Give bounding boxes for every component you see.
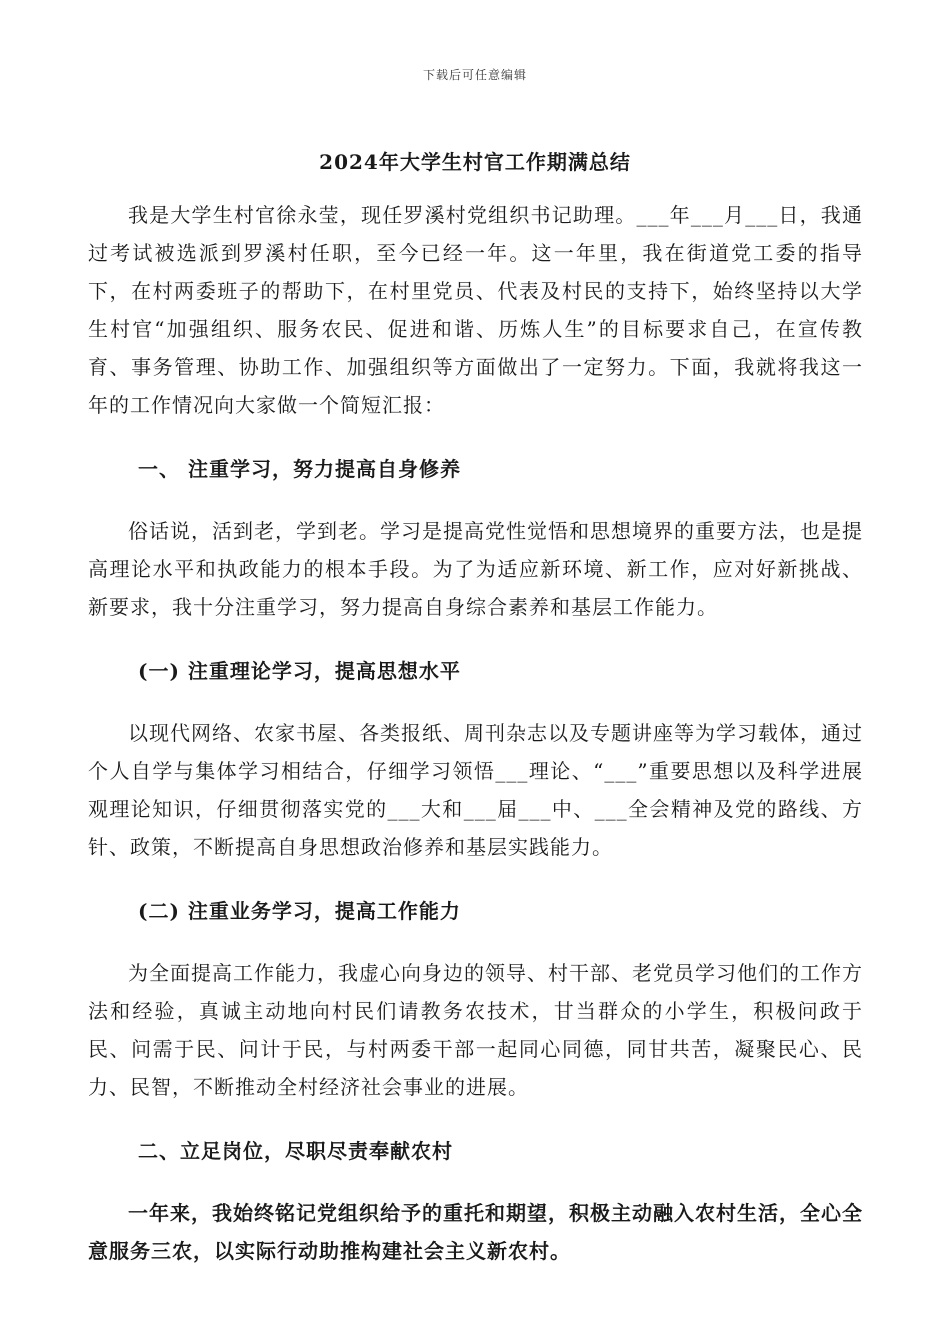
document-body: [88, 196, 863, 1270]
subsection-2-heading: (二) 注重业务学习，提高工作能力: [138, 899, 461, 923]
section-1-heading: 一、 注重学习，努力提高自身修养: [138, 457, 461, 481]
document-title: 2024年大学生村官工作期满总结: [319, 150, 631, 174]
section-2-heading: 二、立足岗位，尽职尽责奉献农村: [138, 1139, 453, 1163]
section-2-paragraph: 一年来，我始终铭记党组织给予的重托和期望，积极主动融入农村生活，全心全意服务三农，以实际行动助推构建社会主义新农村。: [88, 1201, 863, 1263]
subsection-2-paragraph: 为全面提高工作能力，我虚心向身边的领导、村干部、老党员学习他们的工作方法和经验，真诚主动地向村民们请教务农技术，甘当群众的小学生，积极问政于民、问需于民、问计于民，与村两委干部一起同心同德，同甘共苦，凝聚民心、民力、民智，不断推动全村经济社会事业的进展。: [88, 961, 863, 1099]
subsection-1-paragraph: 以现代网络、农家书屋、各类报纸、周刊杂志以及专题讲座等为学习载体，通过个人自学与集体学习相结合，仔细学习领悟___理论、“___”重要思想以及科学进展观理论知识，仔细贯彻落实党的___大和___届___中、___全会精神及党的路线、方针、政策，不断提高自身思想政治修养和基层实践能力。: [88, 721, 863, 859]
intro-paragraph: 我是大学生村官徐永莹，现任罗溪村党组织书记助理。___年___月___日，我通过考试被选派到罗溪村任职，至今已经一年。这一年里，我在街道党工委的指导下，在村两委班子的帮助下，在村里党员、代表及村民的支持下，始终坚持以大学生村官“加强组织、服务农民、促进和谐、历炼人生”的目标要求自己，在宣传教育、事务管理、协助工作、加强组织等方面做出了一定努力。下面，我就将我这一年的工作情况向大家做一个简短汇报：: [88, 203, 863, 417]
header-note: 下载后可任意编辑: [422, 68, 527, 82]
section-1-paragraph: 俗话说，活到老，学到老。学习是提高党性觉悟和思想境界的重要方法，也是提高理论水平和执政能力的根本手段。为了为适应新环境、新工作，应对好新挑战、新要求，我十分注重学习，努力提高自身综合素养和基层工作能力。: [88, 519, 863, 619]
subsection-1-heading: (一) 注重理论学习，提高思想水平: [138, 659, 461, 683]
